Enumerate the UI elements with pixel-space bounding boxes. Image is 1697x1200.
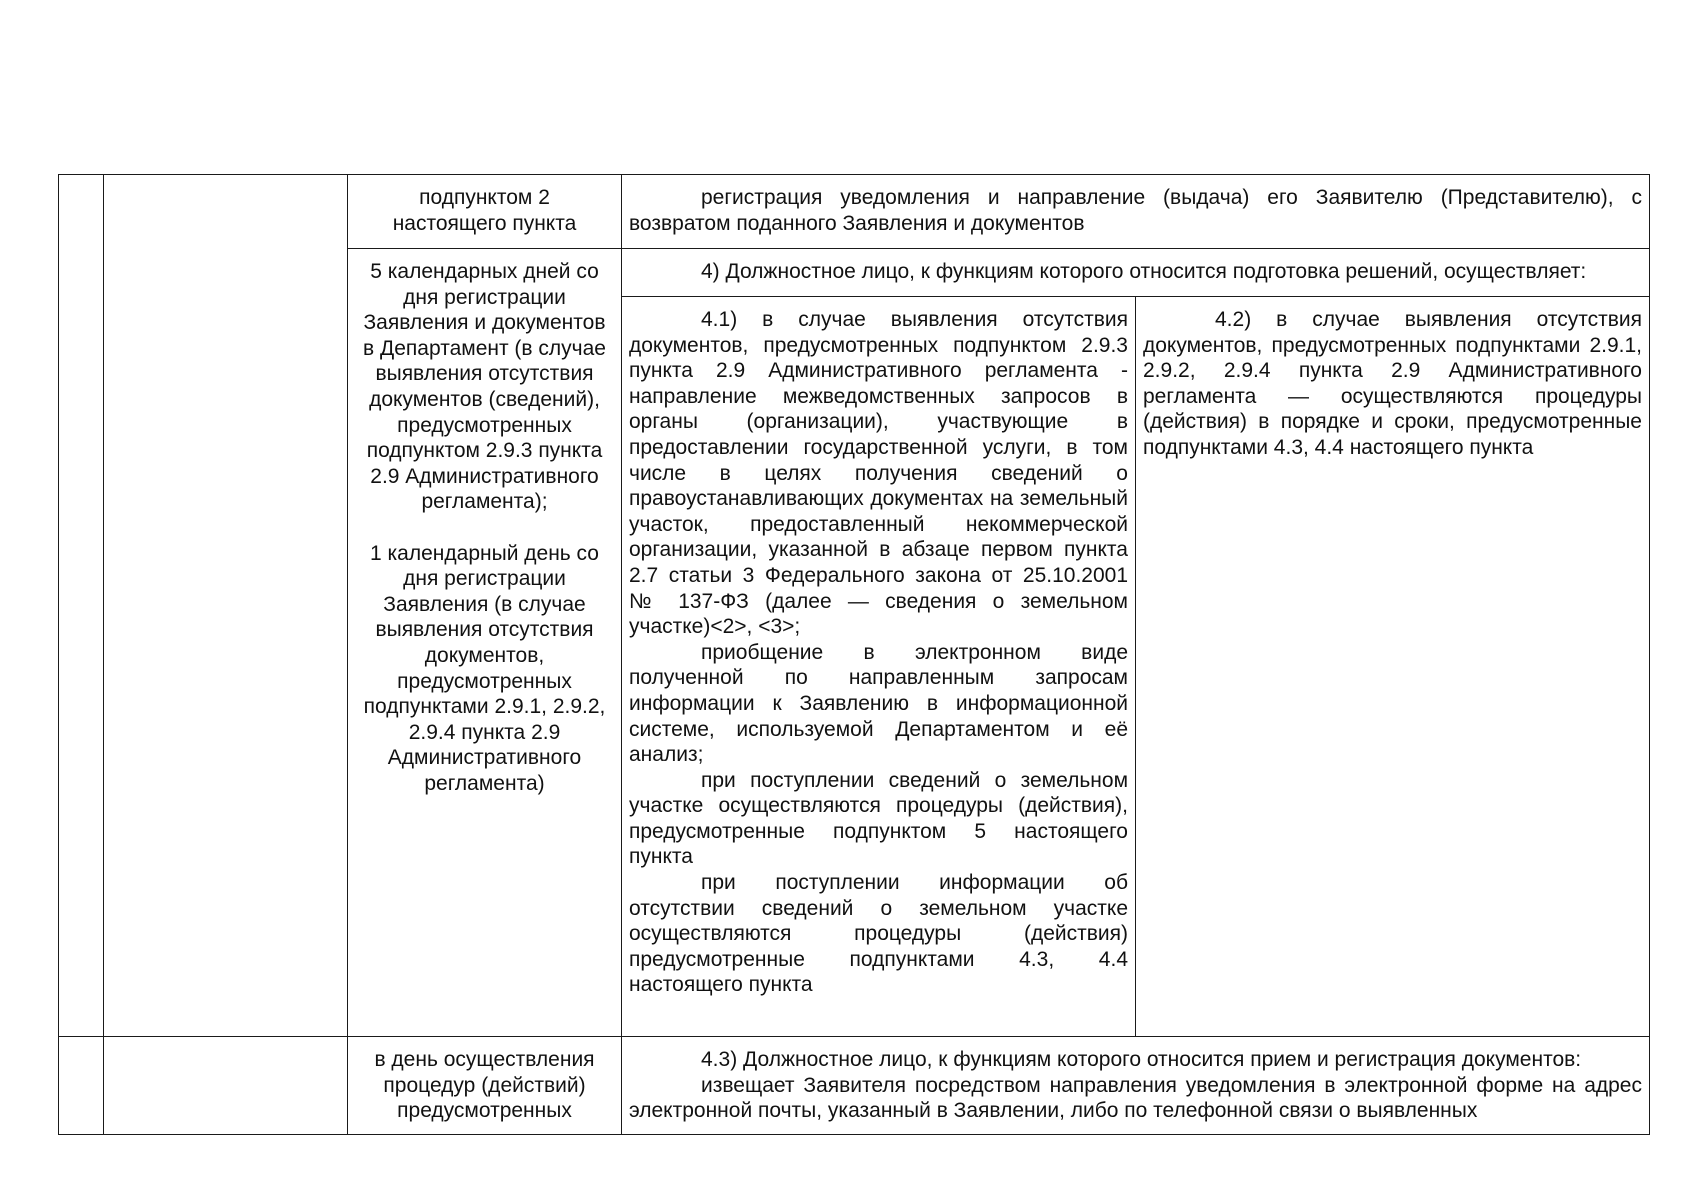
paragraph: при поступлении сведений о земельном участке осуществляются процедуры (действия), предусмотренные подпунктом 5 настоящего пункта (629, 768, 1128, 869)
action-cell (622, 1037, 1650, 1135)
deadline-cell (348, 175, 622, 249)
deadline-line: предусмотренных (397, 669, 572, 693)
deadline-line: регламента) (424, 771, 545, 795)
deadline-line: процедур (действий) (383, 1073, 586, 1097)
deadline-line: дня регистрации (403, 285, 566, 309)
number-cell (59, 175, 104, 1037)
action-header-cell (622, 249, 1650, 297)
deadline-line: предусмотренных (397, 413, 572, 437)
table-row (59, 175, 1650, 249)
deadline-line: 2.9.4 пункта 2.9 (408, 720, 561, 744)
paragraph: при поступлении информации об отсутствии сведений о земельном участке осуществляются процедуры (действия) предусмотренные подпунктами 4.3, 4.4 настоящего пункта (629, 871, 1128, 997)
deadline-line: документов, (424, 643, 545, 667)
action-cell (622, 175, 1650, 249)
paragraph: регистрация уведомления и направление (выдача) его Заявителю (Представителю), с возвратом поданного Заявления и документов (629, 186, 1642, 235)
paragraph: 4.3) Должностное лицо, к функциям которого относится прием и регистрация документов: (701, 1048, 1582, 1071)
table-row (59, 1037, 1650, 1135)
action-right-cell (1136, 297, 1650, 1037)
deadline-line: 5 календарных дней со (370, 260, 599, 283)
paragraph: 4.1) в случае выявления отсутствия документов, предусмотренных подпунктом 2.9.3 пункта 2.9 Административного регламента - направление межведомственных запросов в органы (организации), участвующие в предоставлении государственной услуги, в том числе в целях получения сведений о правоустанавливающих документах на земельный участок, предоставленный некоммерческой организации, указанной в абзаце первом пункта 2.7 статьи 3 Федерального закона от 25.10.2001 № 137-ФЗ (далее — сведения о земельном участке)<2>, <3>; (629, 308, 1128, 639)
paragraph: приобщение в электронном виде полученной по направленным запросам информации к Заявлению в информационной системе, используемой Департаментом и её анализ; (629, 640, 1128, 767)
deadline-line: подпунктом 2 (419, 186, 550, 209)
deadline-cell (348, 1037, 622, 1135)
number-cell (59, 1037, 104, 1135)
deadline-line: предусмотренных (397, 1099, 572, 1123)
spacer (355, 515, 614, 541)
deadline-line: в Департамент (в случае (363, 336, 606, 360)
deadline-line: регламента); (421, 490, 548, 514)
deadline-line: выявления отсутствия (375, 618, 594, 642)
paragraph: 4) Должностное лицо, к функциям которого относится подготовка решений, осуществляет: (701, 260, 1587, 283)
deadline-line: в день осуществления (374, 1048, 595, 1071)
deadline-line: документов (сведений), (369, 387, 600, 411)
deadline-line: выявления отсутствия (375, 362, 594, 386)
deadline-line: Заявления и документов (363, 311, 606, 335)
deadline-line: Заявления (в случае (383, 592, 586, 616)
name-cell (104, 175, 348, 1037)
deadline-line: настоящего пункта (392, 211, 577, 235)
deadline-line: Административного (387, 746, 582, 770)
deadline-line: дня регистрации (403, 567, 566, 591)
paragraph: извещает Заявителя посредством направления уведомления в электронной форме на адрес электронной почты, указанный в Заявлении, либо по телефонной связи о выявленных (629, 1073, 1642, 1123)
action-left-cell (622, 297, 1136, 1037)
procedure-table (58, 174, 1650, 1135)
deadline-line: подпунктом 2.9.3 пункта (366, 439, 603, 463)
deadline-cell (348, 249, 622, 1037)
deadline-line: 1 календарный день со (370, 541, 599, 565)
paragraph: 4.2) в случае выявления отсутствия документов, предусмотренных подпунктами 2.9.1, 2.9.2, 2.9.4 пункта 2.9 Административного регламента — осуществляются процедуры (действия) в порядке и сроки, предусмотренные подпунктами 4.3, 4.4 настоящего пункта (1143, 308, 1642, 459)
deadline-line: 2.9 Административного (370, 464, 599, 488)
name-cell (104, 1037, 348, 1135)
deadline-line: подпунктами 2.9.1, 2.9.2, (363, 695, 606, 719)
